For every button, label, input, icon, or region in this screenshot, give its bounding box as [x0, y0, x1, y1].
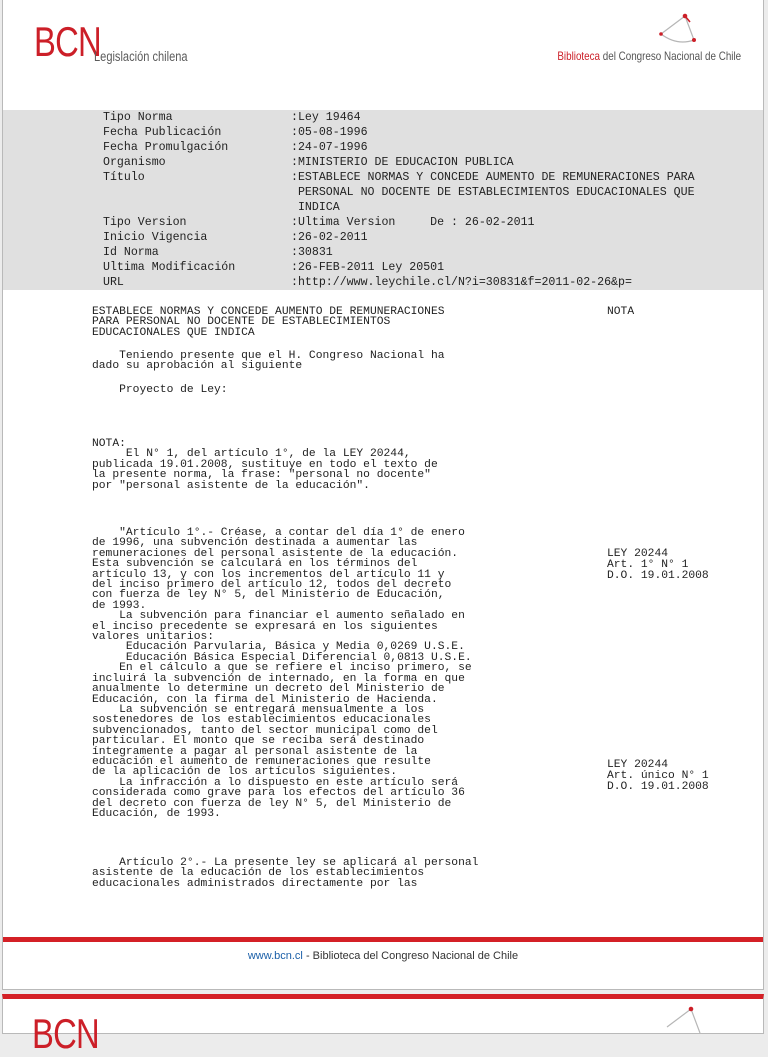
meta-label: Tipo Norma: [103, 111, 173, 124]
meta-value: :Ultima Version De : 26-02-2011: [291, 216, 535, 229]
next-page-header: [2, 994, 764, 1057]
metadata-panel: [3, 110, 763, 290]
meta-value: :Ley 19464: [291, 111, 361, 124]
footer: [3, 950, 763, 962]
side-note-ley-20244-1: LEY 20244 Art. 1° N° 1 D.O. 19.01.2008: [607, 548, 709, 582]
library-brand: [557, 49, 741, 63]
meta-value: :24-07-1996: [291, 141, 368, 154]
meta-label: URL: [103, 276, 124, 289]
nota-label: NOTA: [607, 306, 635, 318]
side-note-ley-20244-2: LEY 20244 Art. único N° 1 D.O. 19.01.2008: [607, 759, 709, 793]
proyecto-heading: Proyecto de Ley:: [92, 384, 228, 396]
article-1: "Artículo 1°.- Créase, a contar del día 1° de enero de 1996, una subvención destinada a aumentar las remuneraciones del personal asistente de la educación. Esta subvención se calculará en los términos del artículo 13, y con los incrementos del artículo 11 y del inciso primero del artículo 12, todos del decreto con fuerza de ley N° 5, del Ministerio de Educación, de 1993. La subvención para financiar el aumento señalado en el inciso precedente se expresará en los siguientes valores unitarios: Educación Parvularia, Básica y Media 0,0269 U.S.E. Educación Básica Especial Diferencial 0,0813 U.S.E. En el cálculo a que se refiere el inciso primero, se incluirá la subvención de internado, en la forma en que anualmente lo determine un decreto del Ministerio de Educación, con la firma del Ministerio de Hacienda. La subvención se entregará mensualmente a los sostenedores de los establecimientos educacionales subvencionados, tanto del sector municipal como del particular. El monto que se reciba será destinado íntegramente a pagar al personal asistente de la educación el aumento de remuneraciones que resulte de la aplicación de los artículos siguientes. La infracción a lo dispuesto en este artículo será considerada como grave para los efectos del artículo 36 del decreto con fuerza de ley N° 5, del Ministerio de Educación, de 1993.: [92, 527, 472, 820]
brand-red-word: Biblioteca: [557, 49, 600, 63]
meta-value: :26-FEB-2011 Ley 20501: [291, 261, 445, 274]
meta-label: Id Norma: [103, 246, 159, 259]
meta-value: :30831: [291, 246, 333, 259]
meta-value: :05-08-1996: [291, 126, 368, 139]
meta-label: Organismo: [103, 156, 166, 169]
nota-block: NOTA: El N° 1, del artículo 1°, de la LEY 20244, publicada 19.01.2008, sustituye en todo el texto de la presente norma, la frase: "personal no docente" por "personal asistente de la educación".: [92, 438, 438, 492]
footer-divider: [3, 937, 763, 942]
bcn-logo: BCN: [34, 18, 101, 65]
bcn-logo: BCN: [32, 1010, 99, 1057]
meta-label: Tipo Version: [103, 216, 187, 229]
meta-value: :MINISTERIO DE EDUCACION PUBLICA: [291, 156, 514, 169]
meta-value: :26-02-2011: [291, 231, 368, 244]
meta-value: :http://www.leychile.cl/N?i=30831&f=2011-02-26&p=: [291, 276, 632, 289]
intro-paragraph: Teniendo presente que el H. Congreso Nacional ha dado su aprobación al siguiente: [92, 350, 445, 373]
library-logo-icon: [657, 12, 699, 52]
meta-label: Fecha Publicación: [103, 126, 222, 139]
library-logo-icon: [663, 1005, 705, 1045]
meta-label: Fecha Promulgación: [103, 141, 229, 154]
meta-label: Inicio Vigencia: [103, 231, 208, 244]
brand-rest: del Congreso Nacional de Chile: [599, 49, 741, 63]
article-2: Artículo 2°.- La presente ley se aplicará al personal asistente de la educación de los establecimientos educacionales administrados directamente por las: [92, 857, 479, 890]
bcn-website-link[interactable]: www.bcn.cl: [247, 950, 303, 962]
document-page: [2, 0, 764, 990]
meta-label: Ultima Modificación: [103, 261, 236, 274]
law-title-block: ESTABLECE NORMAS Y CONCEDE AUMENTO DE REMUNERACIONES PARA PERSONAL NO DOCENTE DE ESTABLECIMIENTOS EDUCACIONALES QUE INDICA: [92, 306, 445, 339]
footer-caption: - Biblioteca del Congreso Nacional de Chile: [302, 950, 519, 962]
meta-label: Título: [103, 171, 145, 184]
logo-subtitle: Legislación chilena: [94, 49, 188, 64]
meta-value: :ESTABLECE NORMAS Y CONCEDE AUMENTO DE REMUNERACIONES PARA PERSONAL NO DOCENTE DE ESTABLECIMIENTOS EDUCACIONALES QUE INDICA: [291, 171, 695, 214]
